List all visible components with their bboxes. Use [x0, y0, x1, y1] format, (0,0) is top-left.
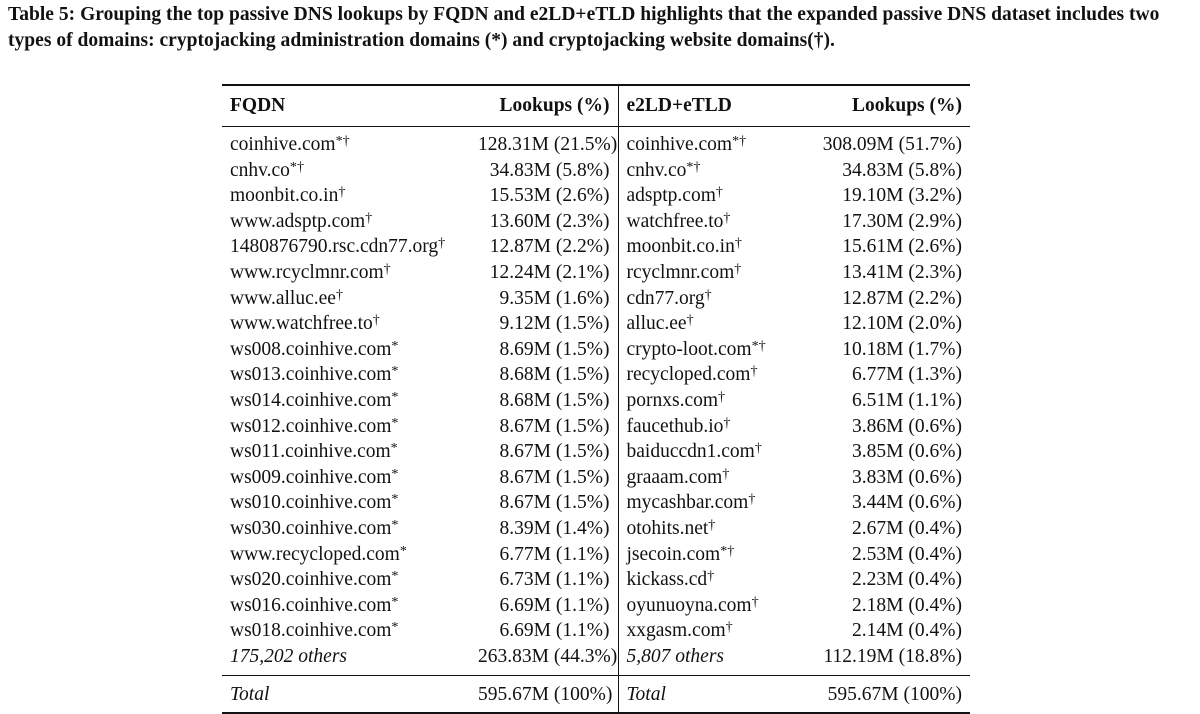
- fqdn-cell-text: ws014.coinhive.com: [230, 389, 392, 411]
- e2ld-cell-footnote-mark: †: [722, 465, 730, 482]
- table-row: [222, 337, 970, 363]
- fqdn-lookups-cell-text: 13.60M (2.3%): [489, 210, 610, 232]
- table-row: [222, 209, 970, 235]
- fqdn-cell-footnote-mark: *: [391, 389, 399, 406]
- table-row: [222, 311, 970, 337]
- e2ld-cell: [618, 439, 808, 465]
- e2ld-cell-text: alluc.ee: [626, 313, 687, 335]
- e2ld-lookups-cell: [808, 618, 970, 644]
- fqdn-cell: [222, 618, 470, 644]
- e2ld-cell-text: baiduccdn1.com: [626, 441, 755, 463]
- fqdn-cell-footnote-mark: *: [391, 619, 399, 636]
- fqdn-lookups-cell-text: 8.67M (1.5%): [499, 441, 610, 463]
- fqdn-cell: [222, 593, 470, 619]
- header-row: [222, 86, 970, 127]
- e2ld-lookups-cell-text: 34.83M (5.8%): [842, 159, 962, 181]
- e2ld-cell-text: oyunuoyna.com: [626, 594, 752, 616]
- fqdn-cell-text: www.watchfree.to: [230, 313, 373, 335]
- fqdn-lookups-cell: [470, 362, 618, 388]
- fqdn-cell-text: ws009.coinhive.com: [230, 466, 392, 488]
- table-row: [222, 593, 970, 619]
- e2ld-cell: [618, 542, 808, 568]
- fqdn-cell: [222, 183, 470, 209]
- total-fqdn-lookups-cell-text: 595.67M (100%): [478, 683, 613, 705]
- fqdn-lookups-cell-text: 8.68M (1.5%): [499, 389, 610, 411]
- fqdn-lookups-cell-text: 12.24M (2.1%): [489, 261, 610, 283]
- e2ld-cell-footnote-mark: *†: [751, 337, 766, 354]
- fqdn-cell: [222, 362, 470, 388]
- caption-label: Table 5:: [8, 4, 76, 25]
- header-fqdn: FQDN: [222, 86, 470, 127]
- e2ld-lookups-cell-text: 6.77M (1.3%): [852, 364, 962, 386]
- others-e2ld-cell-text: 5,807 others: [626, 645, 724, 667]
- e2ld-lookups-cell-text: 13.41M (2.3%): [842, 261, 962, 283]
- fqdn-lookups-cell-text: 34.83M (5.8%): [489, 159, 610, 181]
- fqdn-cell-footnote-mark: *: [391, 568, 399, 585]
- fqdn-lookups-cell: [470, 618, 618, 644]
- e2ld-lookups-cell: [808, 439, 970, 465]
- e2ld-cell-text: rcyclmnr.com: [626, 261, 735, 283]
- table-row: [222, 362, 970, 388]
- fqdn-cell-footnote-mark: †: [383, 261, 391, 278]
- e2ld-cell-text: cnhv.co: [626, 159, 687, 181]
- fqdn-lookups-cell-text: 8.67M (1.5%): [499, 492, 610, 514]
- e2ld-cell-text: otohits.net: [626, 517, 709, 539]
- e2ld-lookups-cell-text: 2.23M (0.4%): [852, 569, 962, 591]
- fqdn-cell-text: cnhv.co: [230, 159, 290, 181]
- e2ld-cell: [618, 490, 808, 516]
- e2ld-cell-footnote-mark: †: [718, 389, 726, 406]
- e2ld-cell: [618, 362, 808, 388]
- e2ld-cell: [618, 388, 808, 414]
- others-e2ld-lookups-cell-text: 112.19M (18.8%): [823, 645, 962, 667]
- fqdn-lookups-cell: [470, 465, 618, 491]
- fqdn-cell-text: ws013.coinhive.com: [230, 364, 392, 386]
- e2ld-cell-footnote-mark: †: [754, 440, 762, 457]
- e2ld-cell: [618, 260, 808, 286]
- e2ld-lookups-cell-text: 6.51M (1.1%): [852, 389, 962, 411]
- others-row: [222, 644, 970, 670]
- fqdn-lookups-cell: [470, 127, 618, 158]
- e2ld-lookups-cell: [808, 311, 970, 337]
- e2ld-cell-footnote-mark: †: [704, 286, 712, 303]
- fqdn-lookups-cell: [470, 567, 618, 593]
- e2ld-cell-text: faucethub.io: [626, 415, 724, 437]
- e2ld-lookups-cell: [808, 567, 970, 593]
- others-e2ld-lookups-cell: [808, 644, 970, 670]
- fqdn-lookups-cell: [470, 516, 618, 542]
- caption-text: Grouping the top passive DNS lookups by FQDN and e2LD+eTLD highlights that the expanded passive DNS dataset includes two types of domains: cryptojacking administration domains (*) and cryptojacking website domains(†).: [8, 4, 1160, 51]
- e2ld-lookups-cell: [808, 542, 970, 568]
- fqdn-cell: [222, 388, 470, 414]
- e2ld-cell-text: mycashbar.com: [626, 492, 749, 514]
- table-row: [222, 465, 970, 491]
- e2ld-cell-footnote-mark: †: [725, 619, 733, 636]
- table-row: [222, 414, 970, 440]
- fqdn-cell-text: ws010.coinhive.com: [230, 492, 392, 514]
- e2ld-cell-text: adsptp.com: [626, 185, 716, 207]
- e2ld-cell: [618, 567, 808, 593]
- fqdn-cell-text: moonbit.co.in: [230, 185, 339, 207]
- e2ld-lookups-cell-text: 2.18M (0.4%): [852, 594, 962, 616]
- e2ld-lookups-cell-text: 2.67M (0.4%): [852, 517, 962, 539]
- e2ld-lookups-cell-text: 12.87M (2.2%): [842, 287, 962, 309]
- e2ld-lookups-cell-text: 10.18M (1.7%): [842, 338, 962, 360]
- fqdn-lookups-cell-text: 8.67M (1.5%): [499, 415, 610, 437]
- e2ld-cell-footnote-mark: †: [748, 491, 756, 508]
- e2ld-cell-text: recycloped.com: [626, 364, 751, 386]
- e2ld-lookups-cell: [808, 158, 970, 184]
- e2ld-cell-text: kickass.cd: [626, 569, 708, 591]
- fqdn-cell-footnote-mark: *: [391, 363, 399, 380]
- e2ld-lookups-cell-text: 15.61M (2.6%): [842, 236, 962, 258]
- e2ld-lookups-cell: [808, 234, 970, 260]
- e2ld-cell: [618, 209, 808, 235]
- e2ld-lookups-cell: [808, 260, 970, 286]
- fqdn-cell-text: coinhive.com: [230, 134, 336, 155]
- e2ld-cell: [618, 618, 808, 644]
- fqdn-cell-footnote-mark: *: [399, 542, 407, 559]
- e2ld-cell-footnote-mark: †: [686, 312, 694, 329]
- e2ld-cell-text: watchfree.to: [626, 210, 724, 232]
- fqdn-lookups-cell-text: 9.12M (1.5%): [499, 313, 610, 335]
- fqdn-cell-footnote-mark: *: [391, 337, 399, 354]
- table-row: [222, 490, 970, 516]
- e2ld-lookups-cell: [808, 286, 970, 312]
- fqdn-cell-footnote-mark: *: [390, 440, 398, 457]
- e2ld-cell: [618, 465, 808, 491]
- fqdn-cell-footnote-mark: *: [391, 517, 399, 533]
- dns-lookups-table: [222, 84, 970, 714]
- e2ld-cell: [618, 183, 808, 209]
- e2ld-lookups-cell-text: 3.85M (0.6%): [852, 441, 962, 463]
- fqdn-lookups-cell: [470, 183, 618, 209]
- e2ld-cell-footnote-mark: *†: [720, 542, 735, 559]
- header-e2ld-lookups: Lookups (%): [808, 86, 970, 127]
- e2ld-cell-text: xxgasm.com: [626, 620, 726, 642]
- table-row: [222, 439, 970, 465]
- fqdn-lookups-cell-text: 8.67M (1.5%): [499, 466, 610, 488]
- e2ld-cell-footnote-mark: †: [734, 235, 742, 252]
- fqdn-cell-footnote-mark: *: [391, 414, 399, 431]
- fqdn-lookups-cell: [470, 542, 618, 568]
- e2ld-cell-footnote-mark: *†: [732, 133, 747, 150]
- fqdn-cell: [222, 337, 470, 363]
- fqdn-cell: [222, 516, 470, 542]
- fqdn-lookups-cell: [470, 260, 618, 286]
- e2ld-cell: [618, 311, 808, 337]
- e2ld-cell-text: coinhive.com: [626, 134, 733, 155]
- e2ld-cell-footnote-mark: †: [751, 593, 759, 610]
- e2ld-lookups-cell-text: 2.14M (0.4%): [852, 620, 962, 642]
- fqdn-cell: [222, 439, 470, 465]
- e2ld-lookups-cell-text: 3.86M (0.6%): [852, 415, 962, 437]
- others-fqdn-lookups-cell: [470, 644, 618, 670]
- fqdn-lookups-cell: [470, 209, 618, 235]
- others-e2ld-cell: [618, 644, 808, 670]
- e2ld-lookups-cell: [808, 337, 970, 363]
- fqdn-cell-footnote-mark: *: [391, 465, 399, 482]
- fqdn-cell-text: ws018.coinhive.com: [230, 620, 392, 642]
- e2ld-cell: [618, 234, 808, 260]
- fqdn-cell-footnote-mark: †: [372, 312, 380, 329]
- table-row: [222, 542, 970, 568]
- fqdn-cell: [222, 158, 470, 184]
- table-body: [222, 127, 970, 714]
- e2ld-cell-footnote-mark: †: [723, 209, 731, 226]
- total-fqdn-cell-text: Total: [230, 683, 270, 705]
- fqdn-cell: [222, 260, 470, 286]
- fqdn-lookups-cell: [470, 158, 618, 184]
- fqdn-cell-text: 1480876790.rsc.cdn77.org: [230, 236, 439, 258]
- e2ld-cell-footnote-mark: *†: [686, 158, 701, 175]
- total-e2ld-cell-text: Total: [626, 683, 666, 705]
- e2ld-lookups-cell: [808, 593, 970, 619]
- fqdn-cell-footnote-mark: *: [391, 593, 399, 610]
- e2ld-cell-text: graaam.com: [626, 466, 723, 488]
- fqdn-cell-text: ws030.coinhive.com: [230, 517, 392, 539]
- fqdn-cell-text: ws011.coinhive.com: [230, 441, 391, 463]
- total-e2ld-lookups-cell: [808, 676, 970, 714]
- total-e2ld-lookups-cell-text: 595.67M (100%): [827, 683, 962, 705]
- fqdn-cell-footnote-mark: *†: [289, 158, 304, 175]
- fqdn-cell-text: ws008.coinhive.com: [230, 338, 392, 360]
- e2ld-lookups-cell: [808, 362, 970, 388]
- e2ld-cell: [618, 158, 808, 184]
- fqdn-lookups-cell-text: 8.68M (1.5%): [499, 364, 610, 386]
- fqdn-cell-footnote-mark: †: [438, 235, 446, 252]
- fqdn-cell: [222, 234, 470, 260]
- fqdn-lookups-cell-text: 15.53M (2.6%): [489, 185, 610, 207]
- fqdn-cell: [222, 542, 470, 568]
- e2ld-cell-footnote-mark: †: [707, 568, 715, 585]
- fqdn-cell: [222, 127, 470, 158]
- e2ld-lookups-cell: [808, 127, 970, 158]
- fqdn-cell-footnote-mark: *: [391, 491, 399, 508]
- e2ld-lookups-cell: [808, 516, 970, 542]
- e2ld-lookups-cell: [808, 490, 970, 516]
- fqdn-cell-text: ws012.coinhive.com: [230, 415, 392, 437]
- total-e2ld-cell: [618, 676, 808, 714]
- fqdn-cell-text: www.recycloped.com: [230, 543, 400, 565]
- e2ld-cell-footnote-mark: †: [715, 184, 723, 201]
- fqdn-cell: [222, 286, 470, 312]
- fqdn-lookups-cell-text: 8.69M (1.5%): [499, 338, 610, 360]
- fqdn-lookups-cell-text: 8.39M (1.4%): [499, 517, 610, 539]
- fqdn-lookups-cell: [470, 286, 618, 312]
- data-table: [222, 84, 970, 714]
- e2ld-lookups-cell: [808, 414, 970, 440]
- table-row: [222, 516, 970, 542]
- fqdn-cell-footnote-mark: †: [338, 184, 346, 201]
- fqdn-cell-text: ws016.coinhive.com: [230, 594, 392, 616]
- e2ld-lookups-cell-text: 308.09M (51.7%): [822, 134, 962, 155]
- e2ld-lookups-cell-text: 3.44M (0.6%): [852, 492, 962, 514]
- e2ld-cell: [618, 337, 808, 363]
- others-fqdn-lookups-cell-text: 263.83M (44.3%): [478, 645, 618, 667]
- others-fqdn-cell-text: 175,202 others: [230, 645, 347, 667]
- e2ld-cell: [618, 593, 808, 619]
- fqdn-lookups-cell: [470, 311, 618, 337]
- e2ld-lookups-cell: [808, 465, 970, 491]
- fqdn-lookups-cell-text: 6.69M (1.1%): [499, 594, 610, 616]
- fqdn-cell-text: www.rcyclmnr.com: [230, 261, 384, 283]
- others-fqdn-cell: [222, 644, 470, 670]
- e2ld-cell-text: pornxs.com: [626, 389, 719, 411]
- fqdn-cell: [222, 490, 470, 516]
- fqdn-cell-footnote-mark: †: [365, 209, 373, 226]
- e2ld-cell-footnote-mark: †: [734, 261, 742, 278]
- e2ld-lookups-cell-text: 17.30M (2.9%): [842, 210, 962, 232]
- fqdn-lookups-cell: [470, 593, 618, 619]
- total-fqdn-cell: [222, 676, 470, 714]
- header-fqdn-lookups: Lookups (%): [470, 86, 618, 127]
- e2ld-cell: [618, 516, 808, 542]
- table-row: [222, 567, 970, 593]
- fqdn-cell-footnote-mark: †: [335, 286, 343, 303]
- fqdn-lookups-cell: [470, 490, 618, 516]
- fqdn-lookups-cell-text: 12.87M (2.2%): [489, 236, 610, 258]
- e2ld-cell: [618, 127, 808, 158]
- e2ld-lookups-cell-text: 19.10M (3.2%): [842, 185, 962, 207]
- fqdn-lookups-cell: [470, 439, 618, 465]
- fqdn-lookups-cell: [470, 337, 618, 363]
- e2ld-cell-text: cdn77.org: [626, 287, 705, 309]
- fqdn-lookups-cell-text: 6.73M (1.1%): [499, 569, 610, 591]
- e2ld-cell-footnote-mark: †: [723, 414, 731, 431]
- e2ld-lookups-cell-text: 2.53M (0.4%): [852, 543, 962, 565]
- fqdn-cell: [222, 209, 470, 235]
- e2ld-lookups-cell: [808, 388, 970, 414]
- fqdn-cell-text: ws020.coinhive.com: [230, 569, 392, 591]
- e2ld-cell-footnote-mark: †: [708, 517, 716, 533]
- fqdn-cell: [222, 414, 470, 440]
- e2ld-cell: [618, 414, 808, 440]
- table-row: [222, 260, 970, 286]
- fqdn-lookups-cell: [470, 388, 618, 414]
- table-row: [222, 234, 970, 260]
- fqdn-lookups-cell: [470, 414, 618, 440]
- table-row: [222, 388, 970, 414]
- fqdn-cell: [222, 311, 470, 337]
- fqdn-cell: [222, 465, 470, 491]
- total-row: [222, 676, 970, 714]
- e2ld-cell-footnote-mark: †: [750, 363, 758, 380]
- fqdn-lookups-cell-text: 128.31M (21.5%): [478, 134, 618, 155]
- table-row: [222, 286, 970, 312]
- table-row: [222, 158, 970, 184]
- fqdn-cell-footnote-mark: *†: [335, 133, 350, 150]
- table-caption: [8, 2, 1192, 54]
- e2ld-lookups-cell-text: 3.83M (0.6%): [852, 466, 962, 488]
- e2ld-cell-text: jsecoin.com: [626, 543, 721, 565]
- fqdn-cell: [222, 567, 470, 593]
- e2ld-cell-text: crypto-loot.com: [626, 338, 752, 360]
- e2ld-lookups-cell: [808, 209, 970, 235]
- total-fqdn-lookups-cell: [470, 676, 618, 714]
- table-row: [222, 127, 970, 158]
- header-e2ld: e2LD+eTLD: [618, 86, 808, 127]
- fqdn-lookups-cell-text: 6.69M (1.1%): [499, 620, 610, 642]
- fqdn-lookups-cell-text: 6.77M (1.1%): [499, 543, 610, 565]
- e2ld-lookups-cell: [808, 183, 970, 209]
- e2ld-lookups-cell-text: 12.10M (2.0%): [842, 313, 962, 335]
- fqdn-cell-text: www.adsptp.com: [230, 210, 366, 232]
- fqdn-lookups-cell-text: 9.35M (1.6%): [499, 287, 610, 309]
- e2ld-cell: [618, 286, 808, 312]
- table-row: [222, 618, 970, 644]
- table-row: [222, 183, 970, 209]
- e2ld-cell-text: moonbit.co.in: [626, 236, 735, 258]
- fqdn-lookups-cell: [470, 234, 618, 260]
- fqdn-cell-text: www.alluc.ee: [230, 287, 336, 309]
